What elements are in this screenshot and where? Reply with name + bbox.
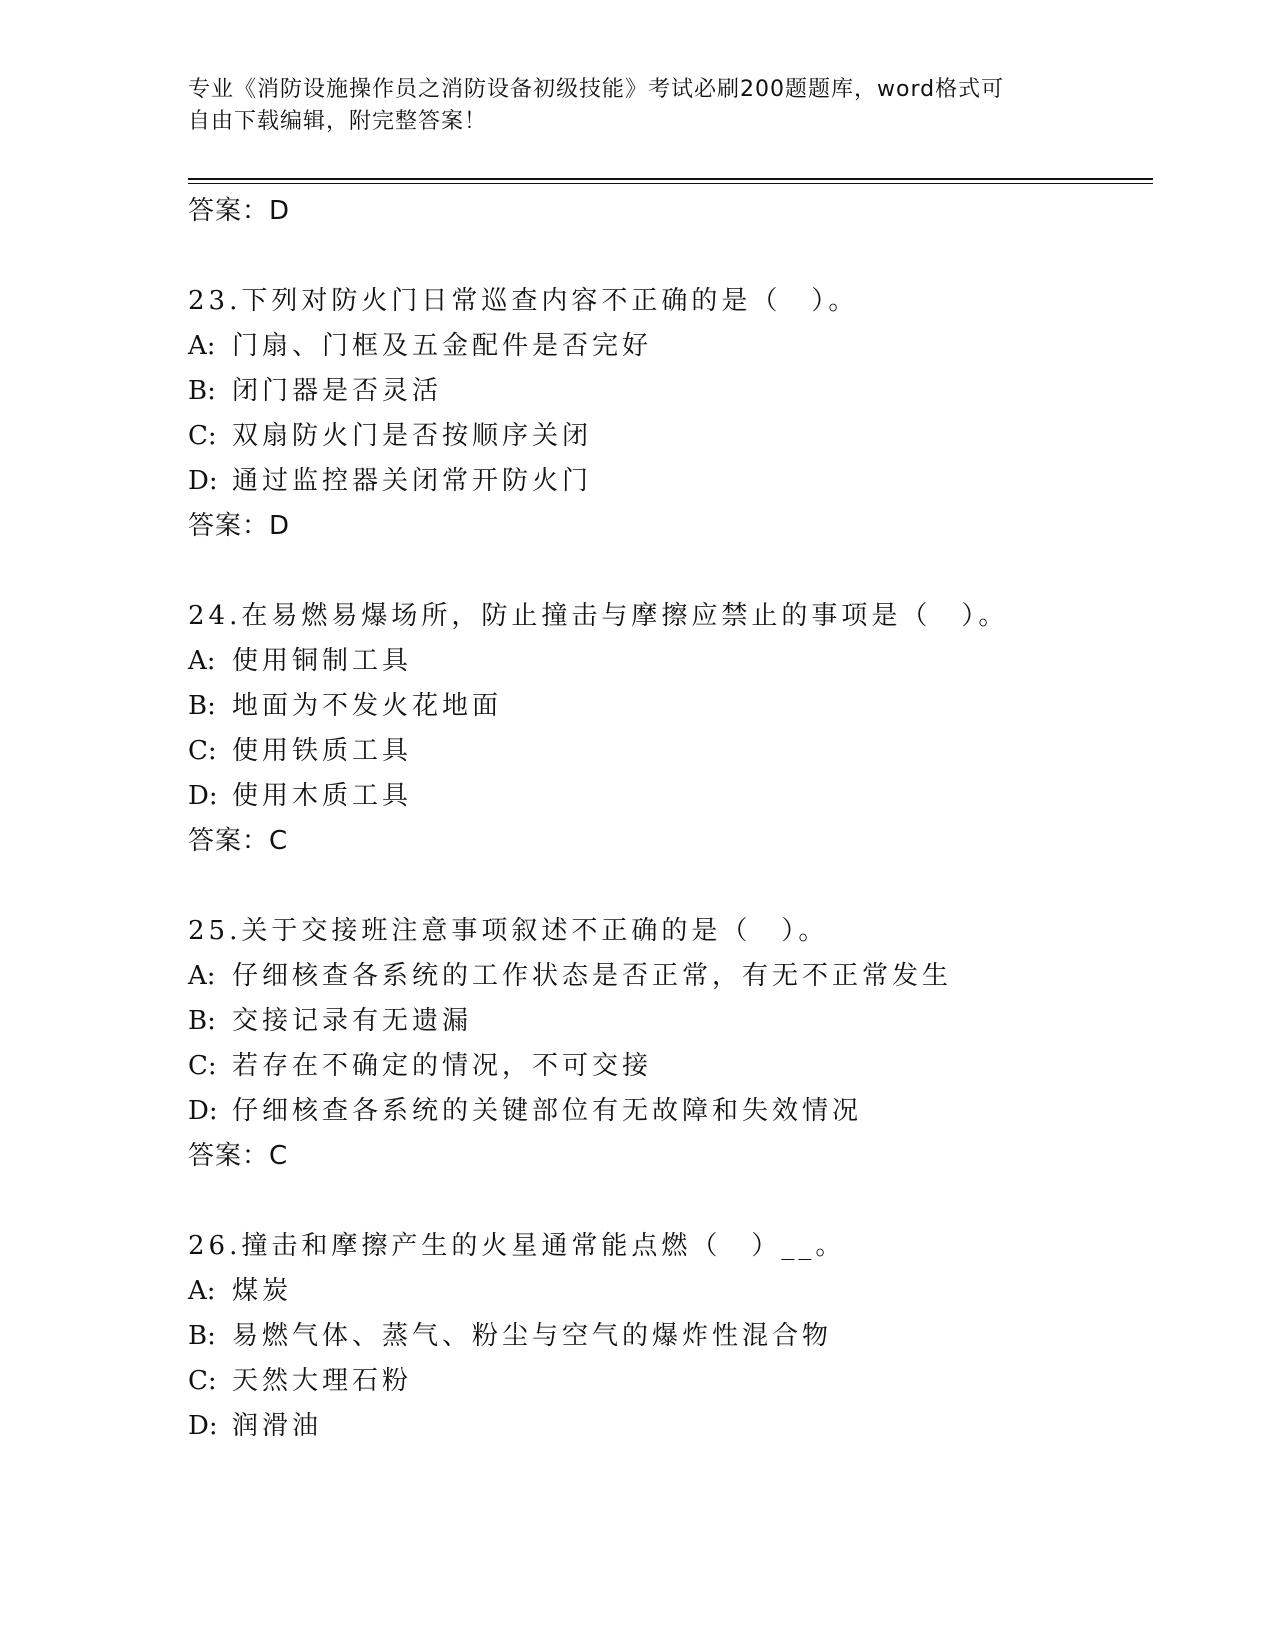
header-line-1: 专业《消防设施操作员之消防设备初级技能》考试必刷200题题库，word格式可 [188, 77, 1005, 102]
questions-container [188, 279, 1153, 1449]
option-key: B: [188, 691, 216, 721]
question-block [188, 594, 1153, 864]
option-key: C: [188, 736, 217, 766]
question-option [188, 729, 1153, 774]
question-block [188, 279, 1153, 549]
option-key: B: [188, 1321, 216, 1351]
question-option [188, 1359, 1153, 1404]
option-key: A: [188, 961, 216, 991]
question-option [188, 1269, 1153, 1314]
question-block [188, 909, 1153, 1179]
question-stem: 26.撞击和摩擦产生的火星通常能点燃（ ）__。 [188, 1231, 846, 1261]
option-key: A: [188, 1276, 216, 1306]
question-option [188, 369, 1153, 414]
option-text: 易燃气体、蒸气、粉尘与空气的爆炸性混合物 [232, 1321, 833, 1351]
question-block [188, 1224, 1153, 1449]
option-key: B: [188, 1006, 216, 1036]
answer-line: 答案：C [188, 1141, 289, 1171]
option-text: 双扇防火门是否按顺序关闭 [232, 421, 593, 451]
question-option [188, 999, 1153, 1044]
option-text: 仔细核查各系统的工作状态是否正常，有无不正常发生 [232, 961, 953, 991]
question-stem: 24.在易燃易爆场所，防止撞击与摩擦应禁止的事项是（ ）。 [188, 601, 1009, 631]
document-header [188, 74, 1068, 138]
previous-answer: 答案：D [188, 196, 291, 226]
option-key: D: [188, 466, 218, 496]
option-key: A: [188, 646, 216, 676]
option-text: 煤炭 [232, 1276, 293, 1306]
option-key: A: [188, 331, 216, 361]
option-text: 通过监控器关闭常开防火门 [232, 466, 593, 496]
option-text: 使用木质工具 [232, 781, 413, 811]
header-rule-thick [188, 178, 1153, 180]
question-option [188, 1044, 1153, 1089]
question-stem: 25.关于交接班注意事项叙述不正确的是（ ）。 [188, 916, 829, 946]
question-option [188, 639, 1153, 684]
option-key: C: [188, 421, 217, 451]
header-line-2: 自由下载编辑，附完整答案！ [188, 109, 488, 134]
question-option [188, 459, 1153, 504]
option-text: 使用铁质工具 [232, 736, 413, 766]
question-option [188, 414, 1153, 459]
header-rule-thin [188, 183, 1153, 184]
option-text: 闭门器是否灵活 [232, 376, 443, 406]
question-list [188, 189, 1153, 1449]
option-key: C: [188, 1366, 217, 1396]
question-option [188, 1404, 1153, 1449]
option-key: D: [188, 1411, 218, 1441]
option-key: D: [188, 781, 218, 811]
option-text: 润滑油 [232, 1411, 323, 1441]
question-option [188, 1089, 1153, 1134]
option-text: 仔细核查各系统的关键部位有无故障和失效情况 [232, 1096, 863, 1126]
question-option [188, 324, 1153, 369]
question-stem: 23.下列对防火门日常巡查内容不正确的是（ ）。 [188, 286, 859, 316]
question-option [188, 684, 1153, 729]
option-text: 天然大理石粉 [232, 1366, 413, 1396]
question-option [188, 954, 1153, 999]
option-text: 门扇、门框及五金配件是否完好 [232, 331, 653, 361]
answer-line: 答案：D [188, 511, 291, 541]
option-text: 使用铜制工具 [232, 646, 413, 676]
option-key: B: [188, 376, 216, 406]
option-text: 交接记录有无遗漏 [232, 1006, 473, 1036]
question-option [188, 1314, 1153, 1359]
option-key: C: [188, 1051, 217, 1081]
question-option [188, 774, 1153, 819]
option-text: 地面为不发火花地面 [232, 691, 503, 721]
option-key: D: [188, 1096, 218, 1126]
answer-line: 答案：C [188, 826, 289, 856]
option-text: 若存在不确定的情况，不可交接 [232, 1051, 653, 1081]
